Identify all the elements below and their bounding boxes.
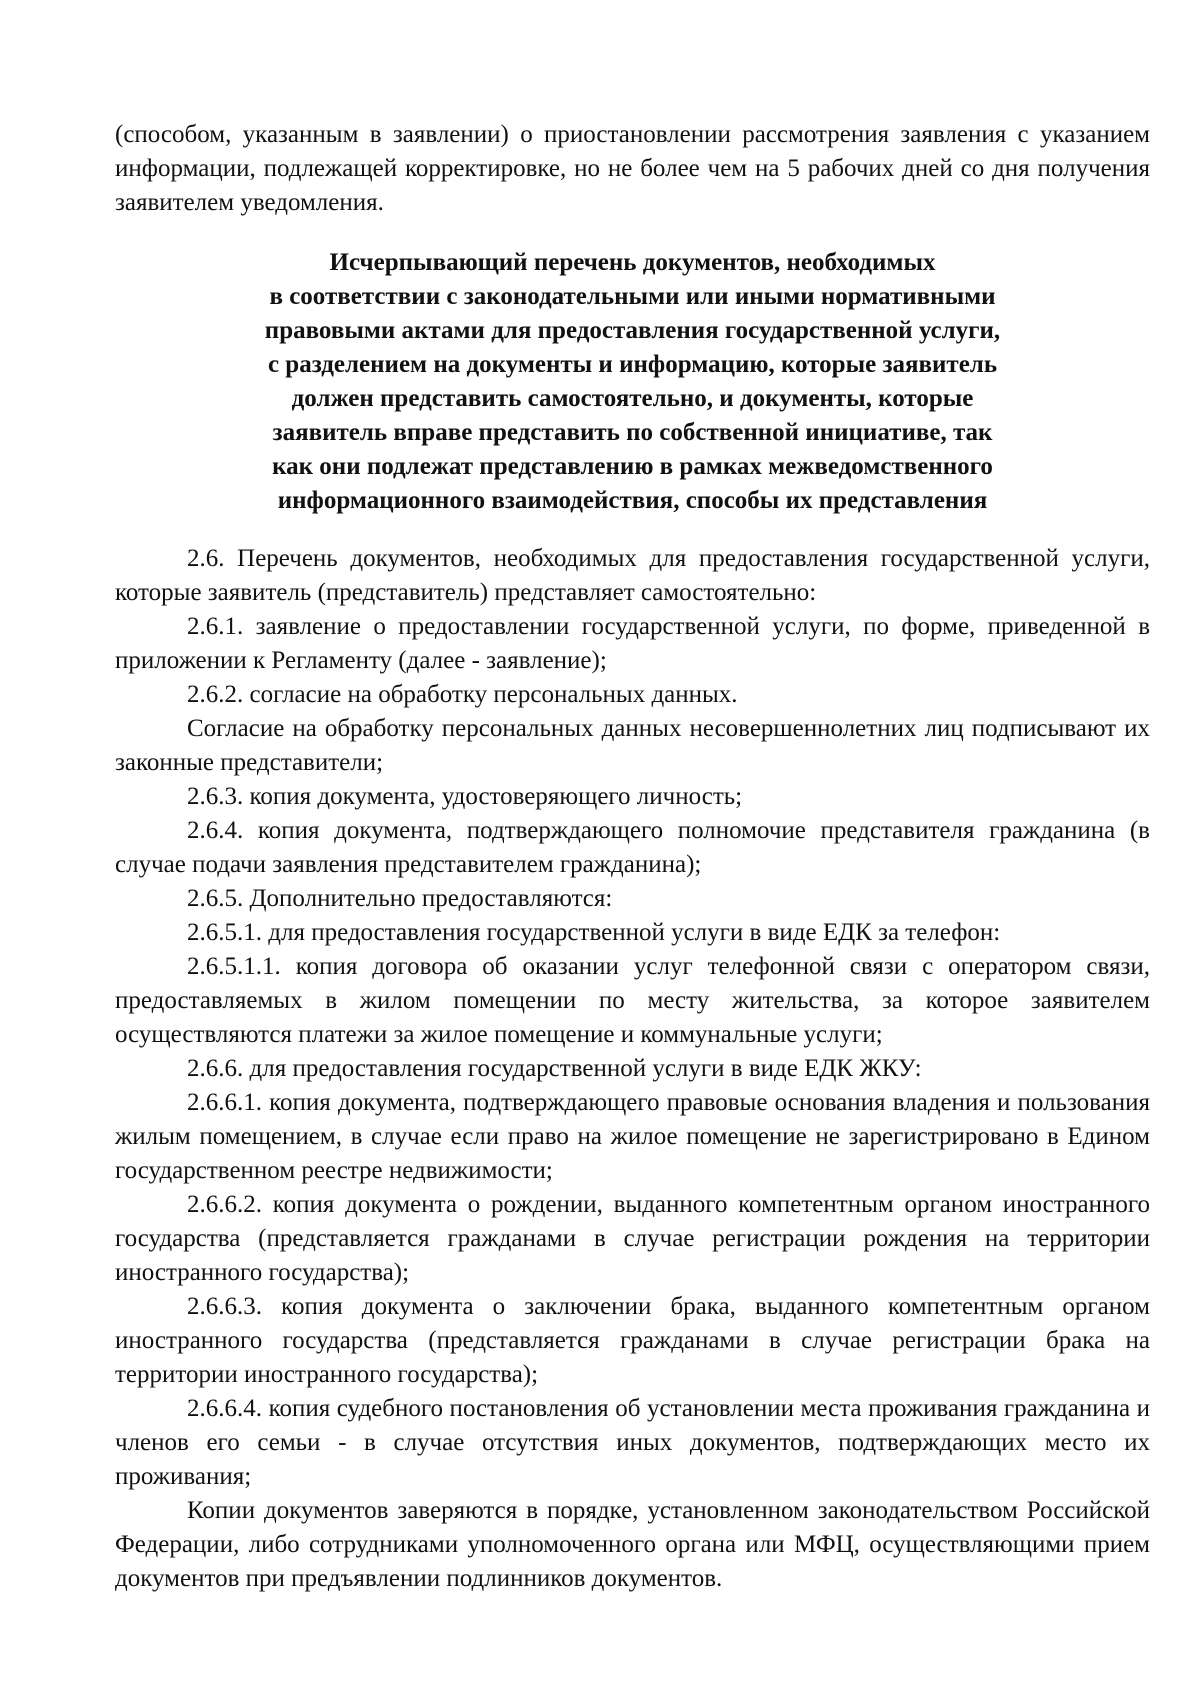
heading-line: правовыми актами для предоставления государственной услуги, — [264, 317, 1001, 344]
heading-line: с разделением на документы и информацию, которые заявитель — [267, 351, 998, 378]
paragraph-2-6-5: 2.6.5. Дополнительно предоставляются: — [187, 885, 613, 912]
heading-line: Исчерпывающий перечень документов, необходимых — [329, 249, 936, 276]
paragraph-2-6-5-1-1: 2.6.5.1.1. копия договора об оказании услуг телефонной связи с оператором связи, предоставляемых в жилом помещении по месту жительства, за которое заявителем осуществляются платежи за жилое помещение и коммунальные услуги; — [115, 953, 1150, 1048]
paragraph-2-6: 2.6. Перечень документов, необходимых для предоставления государственной услуги, которые заявитель (представитель) представляет самостоятельно: — [115, 545, 1150, 606]
document-page — [115, 118, 1150, 1596]
heading-line: как они подлежат представлению в рамках межведомственного — [272, 453, 993, 480]
paragraph-2-6-6-3: 2.6.6.3. копия документа о заключении брака, выданного компетентным органом иностранного государства (представляется гражданами в случае регистрации брака на территории иностранного государства); — [115, 1293, 1150, 1388]
heading-line: должен представить самостоятельно, и документы, которые — [291, 385, 974, 412]
section-heading — [115, 246, 1150, 518]
paragraph-2-6-6-2: 2.6.6.2. копия документа о рождении, выданного компетентным органом иностранного государства (представляется гражданами в случае регистрации рождения на территории иностранного государства); — [115, 1191, 1150, 1286]
intro-paragraph: (способом, указанным в заявлении) о приостановлении рассмотрения заявления с указанием информации, подлежащей корректировке, но не более чем на 5 рабочих дней со дня получения заявителем уведомления. — [115, 121, 1150, 216]
heading-line: информационного взаимодействия, способы их представления — [277, 487, 988, 514]
paragraph-2-6-3: 2.6.3. копия документа, удостоверяющего личность; — [187, 783, 743, 810]
paragraph-2-6-6-1: 2.6.6.1. копия документа, подтверждающего правовые основания владения и пользования жилым помещением, в случае если право на жилое помещение не зарегистрировано в Едином государственном реестре недвижимости; — [115, 1089, 1150, 1184]
paragraph-2-6-1: 2.6.1. заявление о предоставлении государственной услуги, по форме, приведенной в приложении к Регламенту (далее - заявление); — [115, 613, 1150, 674]
paragraph-2-6-6-4: 2.6.6.4. копия судебного постановления об установлении места проживания гражданина и членов его семьи - в случае отсутствия иных документов, подтверждающих место их проживания; — [115, 1395, 1150, 1490]
paragraph-2-6-2: 2.6.2. согласие на обработку персональных данных. — [187, 681, 738, 708]
heading-line: заявитель вправе представить по собственной инициативе, так — [272, 419, 993, 446]
paragraph-2-6-4: 2.6.4. копия документа, подтверждающего полномочие представителя гражданина (в случае подачи заявления представителем гражданина); — [115, 817, 1150, 878]
paragraph-2-6-5-1: 2.6.5.1. для предоставления государственной услуги в виде ЕДК за телефон: — [187, 919, 1001, 946]
paragraph-copies-certification: Копии документов заверяются в порядке, установленном законодательством Российской Федерации, либо сотрудниками уполномоченного органа или МФЦ, осуществляющими прием документов при предъявлении подлинников документов. — [115, 1497, 1150, 1592]
paragraph-2-6-6: 2.6.6. для предоставления государственной услуги в виде ЕДК ЖКУ: — [187, 1055, 922, 1082]
paragraph-consent-minors: Согласие на обработку персональных данных несовершеннолетних лиц подписывают их законные представители; — [115, 715, 1150, 776]
heading-line: в соответствии с законодательными или иными нормативными — [269, 283, 996, 310]
